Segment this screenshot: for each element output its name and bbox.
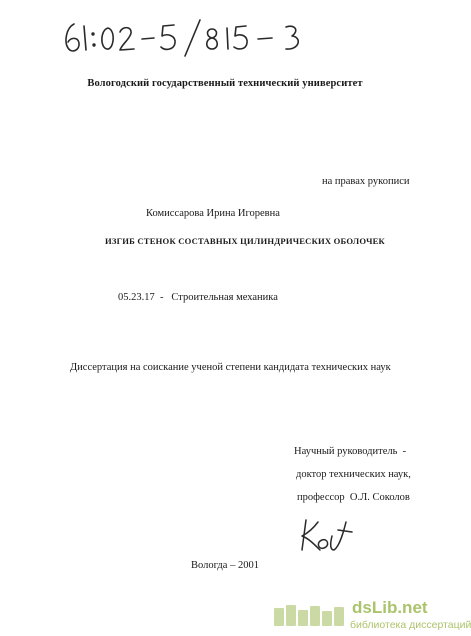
- specialty-code: 05.23.17 - Строительная механика: [118, 292, 278, 303]
- dissertation-title: ИЗГИБ СТЕНОК СОСТАВНЫХ ЦИЛИНДРИЧЕСКИХ ОБОЛОЧЕК: [105, 236, 385, 246]
- handwritten-archive-code: [60, 12, 320, 62]
- city-year: Вологда – 2001: [191, 560, 259, 571]
- advisor-signature: [296, 516, 354, 556]
- dslib-watermark: [272, 598, 471, 636]
- author-name: Комиссарова Ирина Игоревна: [146, 208, 280, 219]
- dslib-logo-icon: [272, 602, 348, 630]
- advisor-title: Научный руководитель -: [294, 446, 407, 457]
- rights-note: на правах рукописи: [322, 176, 410, 187]
- degree-statement: Диссертация на соискание ученой степени кандидата технических наук: [70, 362, 391, 373]
- university-name: Вологодский государственный технический университет: [87, 78, 363, 89]
- handwritten-code-text: 61:02-5/815-3: [60, 12, 66, 13]
- advisor-degree: доктор технических наук,: [296, 469, 411, 480]
- advisor-name: профессор О.Л. Соколов: [297, 492, 410, 503]
- watermark-tagline: библиотека диссертаций: [350, 619, 471, 631]
- watermark-brand: dsLib.net: [352, 598, 428, 617]
